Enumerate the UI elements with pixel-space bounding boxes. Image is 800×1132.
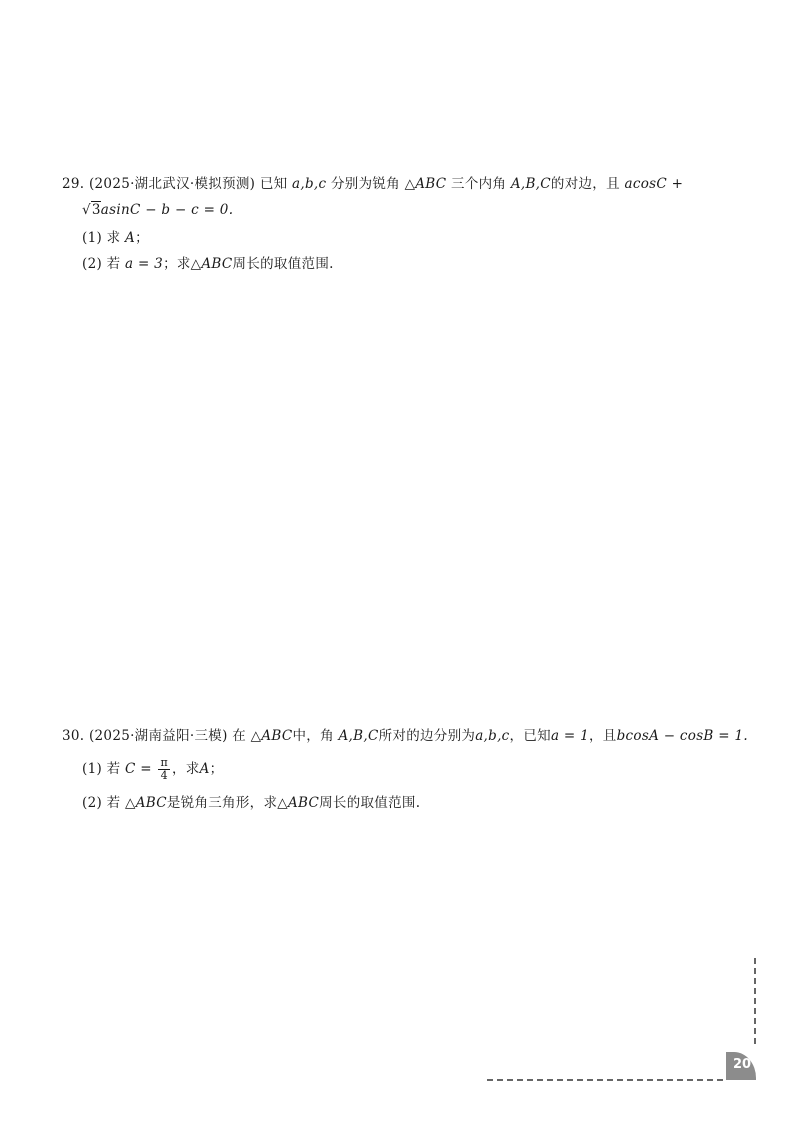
q30-part2-label: (2) 若 <box>82 795 121 811</box>
q30-equation: bcosA − cosB = 1. <box>616 728 748 744</box>
q30-text: 在 <box>232 728 247 744</box>
q29-sides: a,b,c <box>292 176 327 192</box>
footer-dashed-line <box>487 1079 723 1081</box>
fraction <box>158 757 170 782</box>
q30-part1-label: (1) 若 <box>82 761 121 777</box>
q30-triangle: △ABC <box>250 728 293 744</box>
q29-part1 <box>82 229 149 247</box>
q30-part1-target: A <box>199 761 210 777</box>
q30-part1-end: ； <box>209 761 224 777</box>
q29-angles: A,B,C <box>510 176 551 192</box>
q29-part2-label: (2) 若 <box>82 256 121 272</box>
q29-source: (2025·湖北武汉·模拟预测) <box>88 176 256 192</box>
q30-text: 中，角 <box>292 728 334 744</box>
q29-text: 的对边，且 <box>550 176 620 192</box>
q30-sides: a,b,c <box>475 728 510 744</box>
q30-line1 <box>62 727 748 745</box>
q29-part2-triangle: △ABC <box>190 256 233 272</box>
q30-part2-text: 是锐角三角形，求 <box>166 795 278 811</box>
q30-number: 30. <box>62 728 85 744</box>
q30-part1-var: C = <box>125 761 152 777</box>
page-number: 20 <box>732 1057 752 1072</box>
q29-line1 <box>62 175 683 193</box>
margin-dashed-line <box>754 958 756 1044</box>
q29-equation-part2: asinC − b − c = 0. <box>100 202 234 218</box>
q29-part1-var: A <box>125 230 136 246</box>
q30-text: ，且 <box>589 728 617 744</box>
q30-condition: a = 1 <box>550 728 589 744</box>
q29-equation-part1: acosC + <box>624 176 684 192</box>
q30-part2-text: 周长的取值范围. <box>319 795 421 811</box>
q29-number: 29. <box>62 176 85 192</box>
q29-part2 <box>82 255 334 273</box>
q30-part2-triangle2: △ABC <box>277 795 320 811</box>
q29-part2-condition: a = 3 <box>125 256 164 272</box>
sqrt-symbol: √3 <box>82 202 101 218</box>
q29-text: 三个内角 <box>451 176 507 192</box>
q30-part1 <box>82 757 223 782</box>
q29-part1-label: (1) 求 <box>82 230 121 246</box>
q29-triangle: △ABC <box>404 176 447 192</box>
q30-source: (2025·湖南益阳·三模) <box>88 728 228 744</box>
q30-angles: A,B,C <box>338 728 379 744</box>
q29-text: 分别为锐角 <box>330 176 400 192</box>
q29-text: 已知 <box>259 176 288 192</box>
q29-part1-end: ； <box>135 230 149 246</box>
q29-part2-text: ；求 <box>163 256 191 272</box>
q30-text: 所对的边分别为 <box>378 728 476 744</box>
q29-line2 <box>82 201 233 219</box>
fraction-denominator: 4 <box>160 769 168 782</box>
fraction-numerator: π <box>160 756 168 769</box>
q30-part2 <box>82 794 420 812</box>
q30-part2-triangle: △ABC <box>125 795 167 811</box>
q29-part2-text: 周长的取值范围. <box>232 256 334 272</box>
q30-text: ，已知 <box>509 728 551 744</box>
sqrt-radicand: 3 <box>91 202 101 218</box>
q30-part1-text: ，求 <box>171 761 200 777</box>
